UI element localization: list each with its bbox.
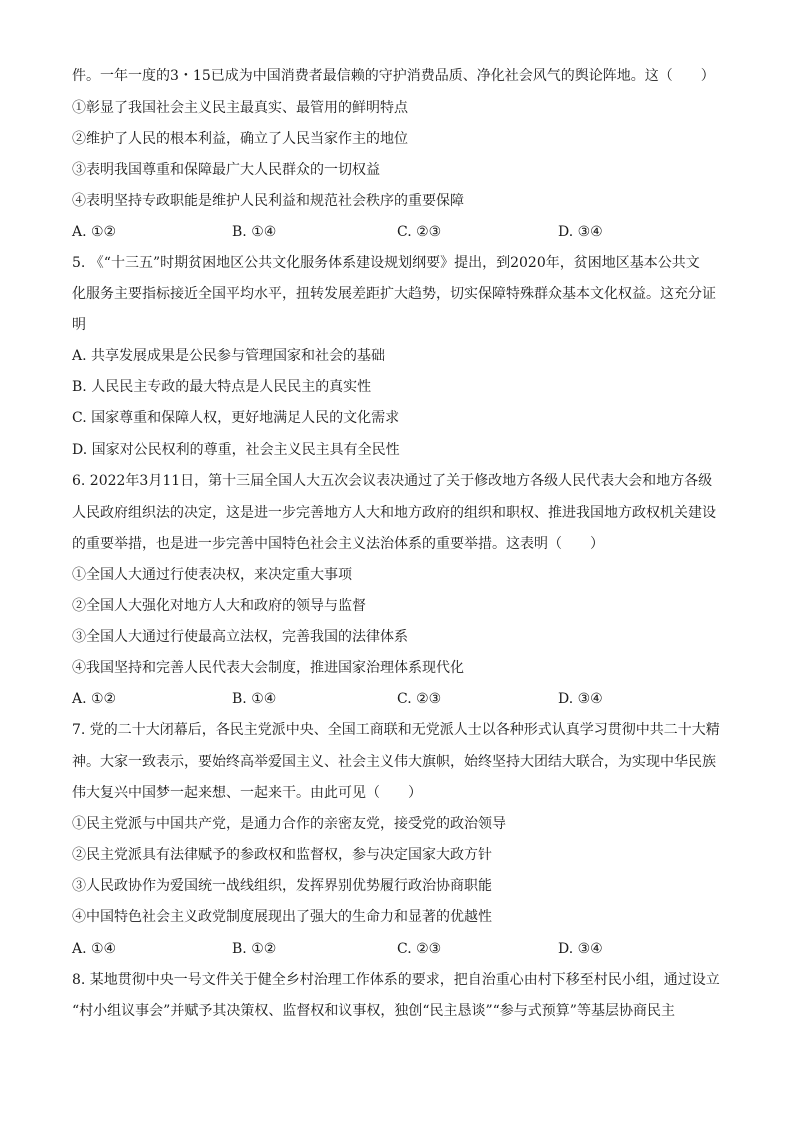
q5-choice-a: A. 共享发展成果是公民参与管理国家和社会的基础 (72, 348, 386, 364)
option-c: C. ②③ (397, 941, 442, 957)
q7-options (72, 939, 732, 959)
q6-statement-3: ③全国人大通过行使最高立法权，完善我国的法律体系 (72, 629, 408, 645)
q5-choice-c: C. 国家尊重和保障人权，更好地满足人民的文化需求 (72, 410, 400, 426)
intro-options (72, 222, 732, 242)
intro-statement-1: ①彰显了我国社会主义民主最真实、最管用的鲜明特点 (72, 100, 408, 116)
q7-statement-4: ④中国特色社会主义政党制度展现出了强大的生命力和显著的优越性 (72, 909, 492, 925)
option-d: D. ③④ (558, 224, 603, 240)
q6-stem-line-1: 6. 2022年3月11日，第十三届全国人大五次会议表决通过了关于修改地方各级人民代表大会和地方各级 (72, 473, 713, 489)
q6-stem-line-3: 的重要举措，也是进一步完善中国特色社会主义法治体系的重要举措。这表明（ ） (72, 536, 604, 552)
q6-options (72, 689, 732, 709)
q5-stem-line-3: 明 (72, 317, 86, 333)
option-b: B. ①④ (232, 224, 277, 240)
q6-statement-2: ②全国人大强化对地方人大和政府的领导与监督 (72, 598, 366, 614)
option-d: D. ③④ (558, 941, 603, 957)
q6-stem-line-2: 人民政府组织法的决定，这是进一步完善地方人大和地方政府的组织和职权、推进我国地方政权机关建设 (72, 505, 716, 521)
option-a: A. ①② (72, 691, 117, 707)
intro-statement-3: ③表明我国尊重和保障最广大人民群众的一切权益 (72, 162, 380, 178)
q6-statement-1: ①全国人大通过行使表决权，来决定重大事项 (72, 567, 352, 583)
q7-stem-line-1: 7. 党的二十大闭幕后，各民主党派中央、全国工商联和无党派人士以各种形式认真学习贯彻中共二十大精 (72, 722, 720, 738)
q5-stem-line-1: 5. 《“十三五”时期贫困地区公共文化服务体系建设规划纲要》提出，到2020年，贫困地区基本公共文 (72, 255, 700, 271)
q7-stem-line-3: 伟大复兴中国梦一起来想、一起来干。由此可见（ ） (72, 785, 422, 801)
q5-choice-b: B. 人民民主专政的最大特点是人民民主的真实性 (72, 379, 372, 395)
option-c: C. ②③ (397, 224, 442, 240)
intro-statement-2: ②维护了人民的根本利益，确立了人民当家作主的地位 (72, 131, 408, 147)
option-b: B. ①② (232, 941, 277, 957)
option-a: A. ①② (72, 224, 117, 240)
q7-statement-2: ②民主党派具有法律赋予的参政权和监督权，参与决定国家大政方针 (72, 847, 492, 863)
q8-stem-line-1: 8. 某地贯彻中央一号文件关于健全乡村治理工作体系的要求，把自治重心由村下移至村民小组，通过设立 (72, 972, 720, 988)
q5-choice-d: D. 国家对公民权利的尊重，社会主义民主具有全民性 (72, 442, 400, 458)
q7-stem-line-2: 神。大家一致表示，要始终高举爱国主义、社会主义伟大旗帜，始终坚持大团结大联合，为实现中华民族 (72, 754, 716, 770)
option-b: B. ①④ (232, 691, 277, 707)
option-c: C. ②③ (397, 691, 442, 707)
q6-statement-4: ④我国坚持和完善人民代表大会制度，推进国家治理体系现代化 (72, 660, 464, 676)
intro-stem-line: 件。一年一度的3・15已成为中国消费者最信赖的守护消费品质、净化社会风气的舆论阵地。这（ ） (72, 68, 715, 84)
option-a: A. ①④ (72, 941, 117, 957)
q7-statement-3: ③人民政协作为爱国统一战线组织，发挥界别优势履行政治协商职能 (72, 878, 492, 894)
intro-statement-4: ④表明坚持专政职能是维护人民利益和规范社会秩序的重要保障 (72, 193, 464, 209)
option-d: D. ③④ (558, 691, 603, 707)
q5-stem-line-2: 化服务主要指标接近全国平均水平，扭转发展差距扩大趋势，切实保障特殊群众基本文化权益。这充分证 (72, 286, 716, 302)
q7-statement-1: ①民主党派与中国共产党，是通力合作的亲密友党，接受党的政治领导 (72, 816, 506, 832)
q8-stem-line-2: “村小组议事会”并赋予其决策权、监督权和议事权，独创“民主恳谈”“参与式预算”等基层协商民主 (72, 1003, 675, 1019)
